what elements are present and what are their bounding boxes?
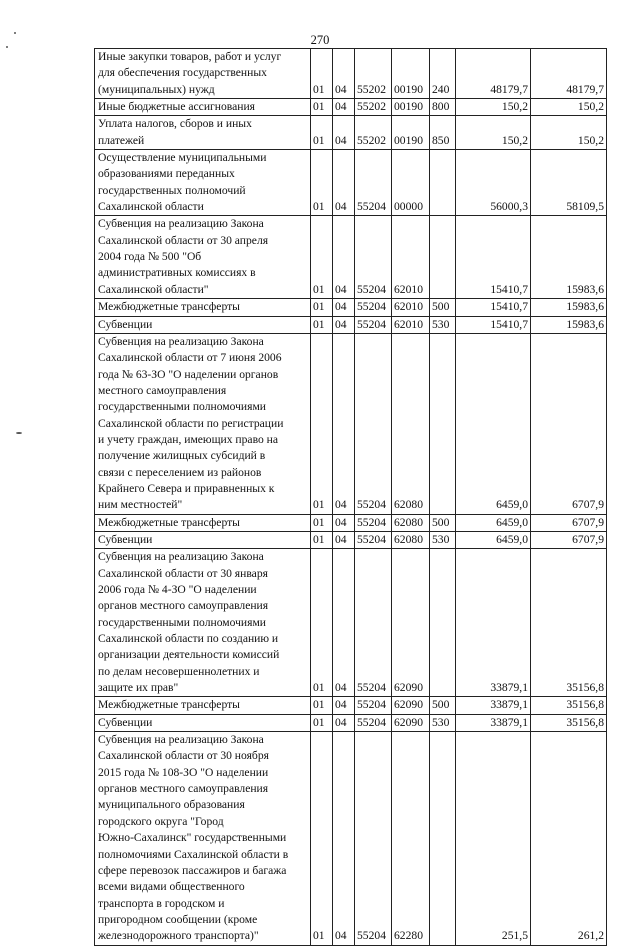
direction-code: 00190 [392,116,430,150]
subsection-code: 04 [333,333,355,514]
amount-year-2: 48179,7 [531,49,607,99]
expense-type-code [430,216,456,299]
section-code: 01 [311,732,333,945]
expense-type-code: 530 [430,531,456,548]
expense-type-code: 850 [430,116,456,150]
direction-code: 62010 [392,299,430,316]
section-code: 01 [311,216,333,299]
direction-code: 62010 [392,316,430,333]
direction-code: 62090 [392,714,430,731]
section-code: 01 [311,299,333,316]
table-row [95,549,607,697]
amount-year-2: 6707,9 [531,333,607,514]
direction-code: 62090 [392,549,430,697]
budget-table [94,48,607,946]
subsection-code: 04 [333,514,355,531]
section-code: 01 [311,99,333,116]
section-code: 01 [311,714,333,731]
row-name: Субвенции [95,714,311,731]
section-code: 01 [311,49,333,99]
program-code: 55204 [355,216,392,299]
row-name: Субвенция на реализацию Закона Сахалинской области от 7 июня 2006 года № 63-ЗО "О наделении органов местного самоуправления государственными полномочиями Сахалинской области по регистрации и учету граждан, имеющих право на получение жилищных субсидий в связи с переселением из районов Крайнего Севера и приравненных к ним местностей" [95,333,311,514]
scan-speck [14,32,16,34]
scan-speck [16,432,22,434]
amount-year-2: 35156,8 [531,714,607,731]
program-code: 55204 [355,150,392,216]
amount-year-1: 6459,0 [456,514,531,531]
section-code: 01 [311,333,333,514]
amount-year-1: 56000,3 [456,150,531,216]
subsection-code: 04 [333,697,355,714]
table-row [95,333,607,514]
subsection-code: 04 [333,49,355,99]
section-code: 01 [311,150,333,216]
section-code: 01 [311,697,333,714]
program-code: 55204 [355,732,392,945]
direction-code: 62080 [392,333,430,514]
expense-type-code: 800 [430,99,456,116]
expense-type-code: 500 [430,697,456,714]
scan-speck [6,46,8,48]
amount-year-2: 15983,6 [531,316,607,333]
program-code: 55202 [355,49,392,99]
direction-code: 00190 [392,99,430,116]
direction-code: 62280 [392,732,430,945]
section-code: 01 [311,514,333,531]
row-name: Субвенции [95,531,311,548]
table-row [95,531,607,548]
expense-type-code: 500 [430,299,456,316]
table-row [95,116,607,150]
section-code: 01 [311,549,333,697]
section-code: 01 [311,316,333,333]
program-code: 55204 [355,697,392,714]
row-name: Осуществление муниципальными образованиями переданных государственных полномочий Сахалинской области [95,150,311,216]
expense-type-code [430,333,456,514]
expense-type-code [430,549,456,697]
table-row [95,216,607,299]
section-code: 01 [311,531,333,548]
subsection-code: 04 [333,531,355,548]
program-code: 55204 [355,299,392,316]
amount-year-1: 6459,0 [456,531,531,548]
amount-year-1: 6459,0 [456,333,531,514]
amount-year-2: 15983,6 [531,216,607,299]
amount-year-2: 150,2 [531,99,607,116]
direction-code: 62080 [392,514,430,531]
row-name: Межбюджетные трансферты [95,299,311,316]
amount-year-1: 33879,1 [456,549,531,697]
amount-year-1: 33879,1 [456,714,531,731]
amount-year-1: 15410,7 [456,216,531,299]
amount-year-1: 150,2 [456,99,531,116]
row-name: Субвенции [95,316,311,333]
amount-year-2: 6707,9 [531,531,607,548]
amount-year-2: 150,2 [531,116,607,150]
amount-year-2: 35156,8 [531,697,607,714]
table-row [95,49,607,99]
direction-code: 00190 [392,49,430,99]
row-name: Субвенция на реализацию Закона Сахалинской области от 30 ноября 2015 года № 108-ЗО "О наделении органов местного самоуправления муниципального образования городского округа "Город Южно-Сахалинск" государственными полномочиями Сахалинской области в сфере перевозок пассажиров и багажа всеми видами общественного транспорта в городском и пригородном сообщении (кроме железнодорожного транспорта)" [95,732,311,945]
subsection-code: 04 [333,116,355,150]
subsection-code: 04 [333,99,355,116]
table-row [95,299,607,316]
amount-year-1: 15410,7 [456,316,531,333]
subsection-code: 04 [333,732,355,945]
subsection-code: 04 [333,549,355,697]
table-row [95,99,607,116]
program-code: 55204 [355,514,392,531]
expense-type-code: 530 [430,316,456,333]
subsection-code: 04 [333,714,355,731]
subsection-code: 04 [333,216,355,299]
amount-year-2: 15983,6 [531,299,607,316]
amount-year-1: 251,5 [456,732,531,945]
program-code: 55202 [355,116,392,150]
amount-year-1: 48179,7 [456,49,531,99]
row-name: Уплата налогов, сборов и иных платежей [95,116,311,150]
subsection-code: 04 [333,316,355,333]
amount-year-2: 58109,5 [531,150,607,216]
subsection-code: 04 [333,299,355,316]
direction-code: 62090 [392,697,430,714]
table-row [95,697,607,714]
direction-code: 62010 [392,216,430,299]
expense-type-code: 530 [430,714,456,731]
program-code: 55202 [355,99,392,116]
row-name: Субвенция на реализацию Закона Сахалинской области от 30 января 2006 года № 4-ЗО "О наделении органов местного самоуправления государственными полномочиями Сахалинской области по созданию и организации деятельности комиссий по делам несовершеннолетних и защите их прав" [95,549,311,697]
amount-year-2: 261,2 [531,732,607,945]
amount-year-1: 33879,1 [456,697,531,714]
amount-year-2: 35156,8 [531,549,607,697]
table-row [95,714,607,731]
row-name: Иные бюджетные ассигнования [95,99,311,116]
direction-code: 62080 [392,531,430,548]
program-code: 55204 [355,316,392,333]
expense-type-code [430,150,456,216]
program-code: 55204 [355,549,392,697]
expense-type-code [430,732,456,945]
row-name: Субвенция на реализацию Закона Сахалинской области от 30 апреля 2004 года № 500 "Об административных комиссиях в Сахалинской области" [95,216,311,299]
row-name: Межбюджетные трансферты [95,697,311,714]
program-code: 55204 [355,714,392,731]
direction-code: 00000 [392,150,430,216]
section-code: 01 [311,116,333,150]
row-name: Иные закупки товаров, работ и услуг для обеспечения государственных (муниципальных) нужд [95,49,311,99]
table-row [95,316,607,333]
subsection-code: 04 [333,150,355,216]
program-code: 55204 [355,531,392,548]
expense-type-code: 240 [430,49,456,99]
row-name: Межбюджетные трансферты [95,514,311,531]
expense-type-code: 500 [430,514,456,531]
program-code: 55204 [355,333,392,514]
table-row [95,732,607,945]
amount-year-1: 15410,7 [456,299,531,316]
amount-year-1: 150,2 [456,116,531,150]
table-row [95,150,607,216]
amount-year-2: 6707,9 [531,514,607,531]
table-row [95,514,607,531]
page-number: 270 [310,33,330,47]
